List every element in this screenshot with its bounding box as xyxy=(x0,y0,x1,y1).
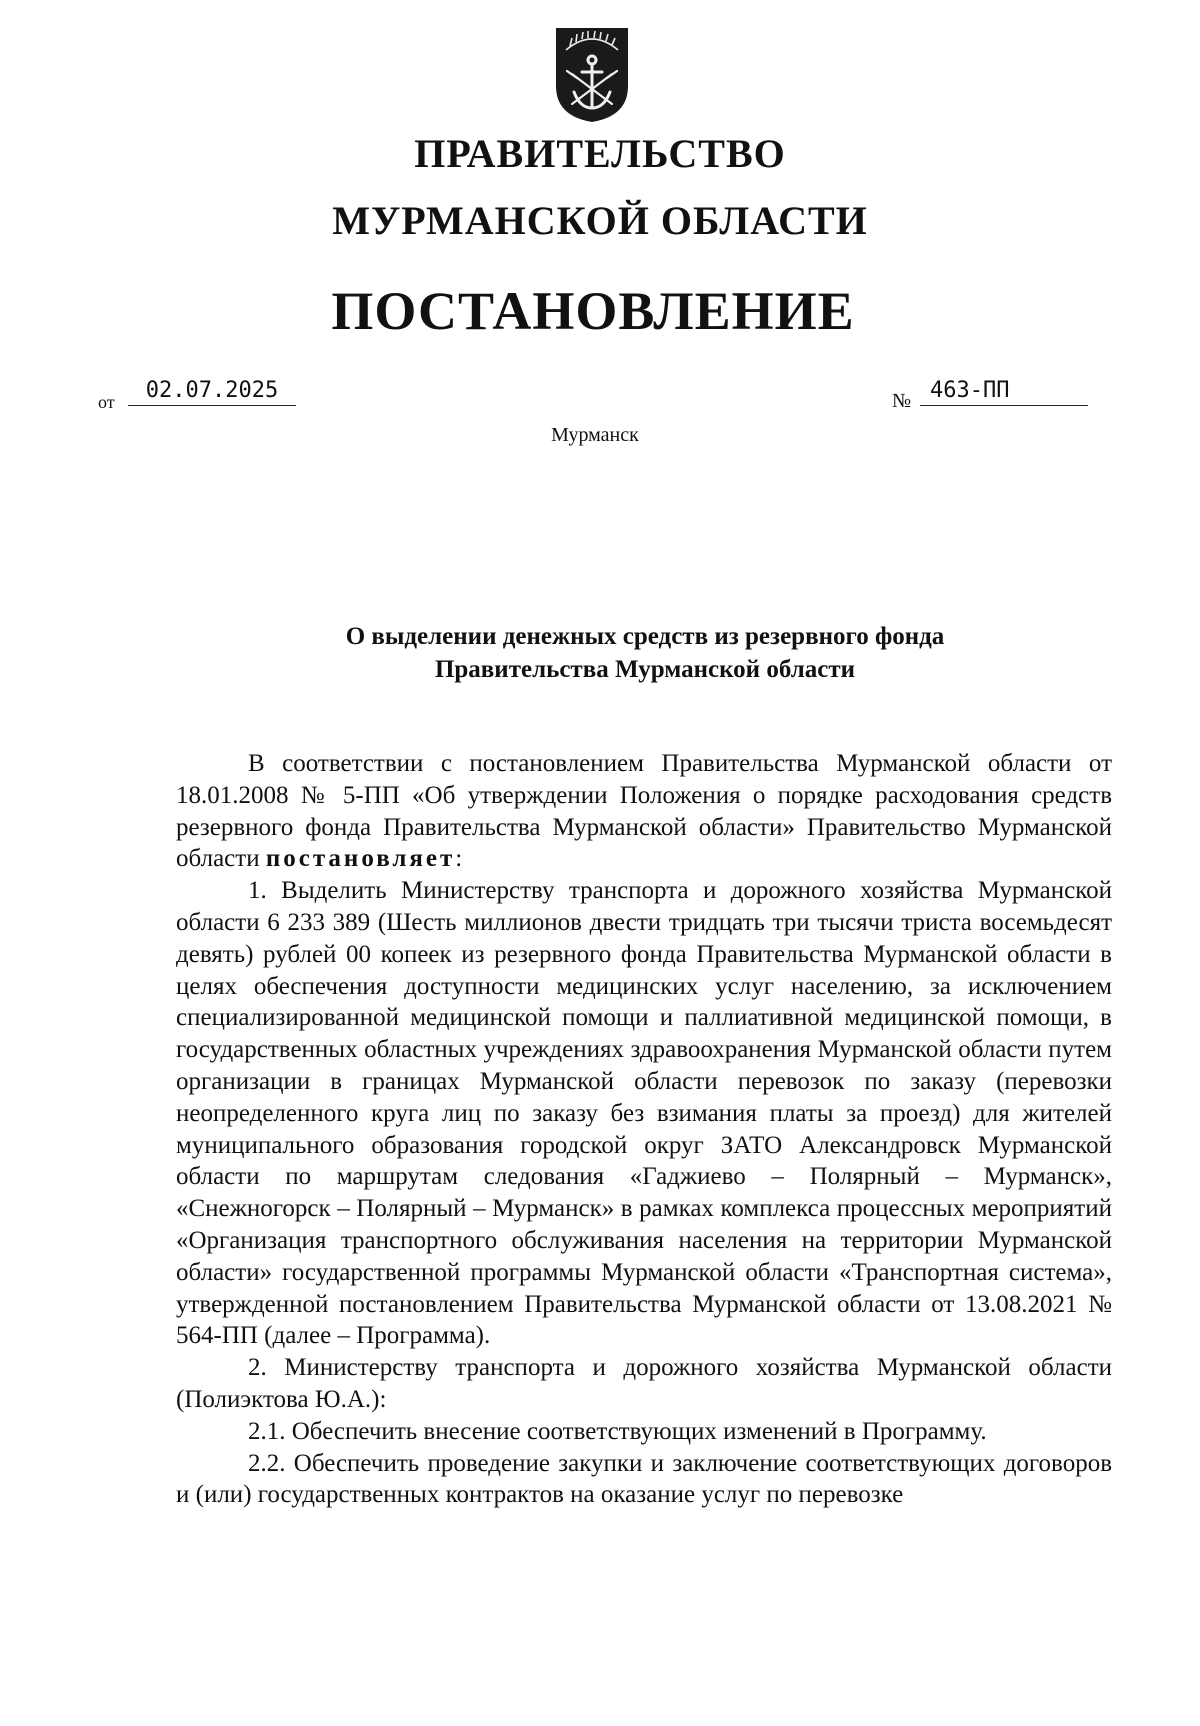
document-title-line-2: Правительства Мурманской области xyxy=(434,656,856,683)
document-title xyxy=(0,620,1200,686)
document-city: Мурманск xyxy=(551,424,639,446)
paragraph-1: 1. Выделить Министерству транспорта и дорожного хозяйства Мурманской области 6 233 389 (Шесть миллионов двести тридцать три тысячи триста восемьдесят девять) рублей 00 копеек из резервного фонда Правительства Мурманской области в целях обеспечения доступности медицинских услуг населению, за исключением специализированной медицинской помощи и паллиативной медицинской помощи, в государственных областных учреждениях здравоохранения Мурманской области путем организации в границах Мурманской области перевозок по заказу (перевозки неопределенного круга лиц по заказу без взимания платы за проезд) для жителей муниципального образования городской округ ЗАТО Александровск Мурманской области по маршрутам следования «Гаджиево – Полярный – Мурманск», «Снежногорск – Полярный – Мурманск» в рамках комплекса процессных мероприятий «Организация транспортного обслуживания населения на территории Мурманской области» государственной программы Мурманской области «Транспортная система», утвержденной постановлением Правительства Мурманской области от 13.08.2021 № 564-ПП (далее – Программа). xyxy=(176,877,1112,1350)
document-number: 463-ПП xyxy=(920,378,1088,406)
org-name-line-2: МУРМАНСКОЙ ОБЛАСТИ xyxy=(332,198,868,243)
number-prefix: № xyxy=(892,390,912,412)
document-type: ПОСТАНОВЛЕНИЕ xyxy=(331,281,855,341)
intro-text: В соответствии с постановлением Правительства Мурманской области от 18.01.2008 № 5-ПП «Об утверждении Положения о порядке расходования средств резервного фонда Правительства Мурманской области» Правительство Мурманской области xyxy=(176,750,1112,873)
org-name-line-1: ПРАВИТЕЛЬСТВО xyxy=(414,131,786,176)
coat-of-arms-icon xyxy=(552,24,632,124)
intro-end: : xyxy=(455,845,463,873)
intro-keyword: постановляет xyxy=(265,845,456,873)
document-meta-row xyxy=(0,378,1200,418)
document-title-line-1: О выделении денежных средств из резервного фонда xyxy=(345,623,945,650)
paragraph-2-1: 2.1. Обеспечить внесение соответствующих изменений в Программу. xyxy=(248,1417,987,1445)
date-prefix: от xyxy=(98,392,115,412)
intro-paragraph xyxy=(176,748,1112,875)
paragraph-2-2: 2.2. Обеспечить проведение закупки и заключение соответствующих договоров и (или) государственных контрактов на оказание услуг по перевозке xyxy=(176,1449,1112,1509)
document-body xyxy=(176,748,1112,1511)
document-date: 02.07.2025 xyxy=(128,378,296,406)
paragraph-2: 2. Министерству транспорта и дорожного хозяйства Мурманской области (Полиэктова Ю.А.): xyxy=(176,1354,1112,1413)
